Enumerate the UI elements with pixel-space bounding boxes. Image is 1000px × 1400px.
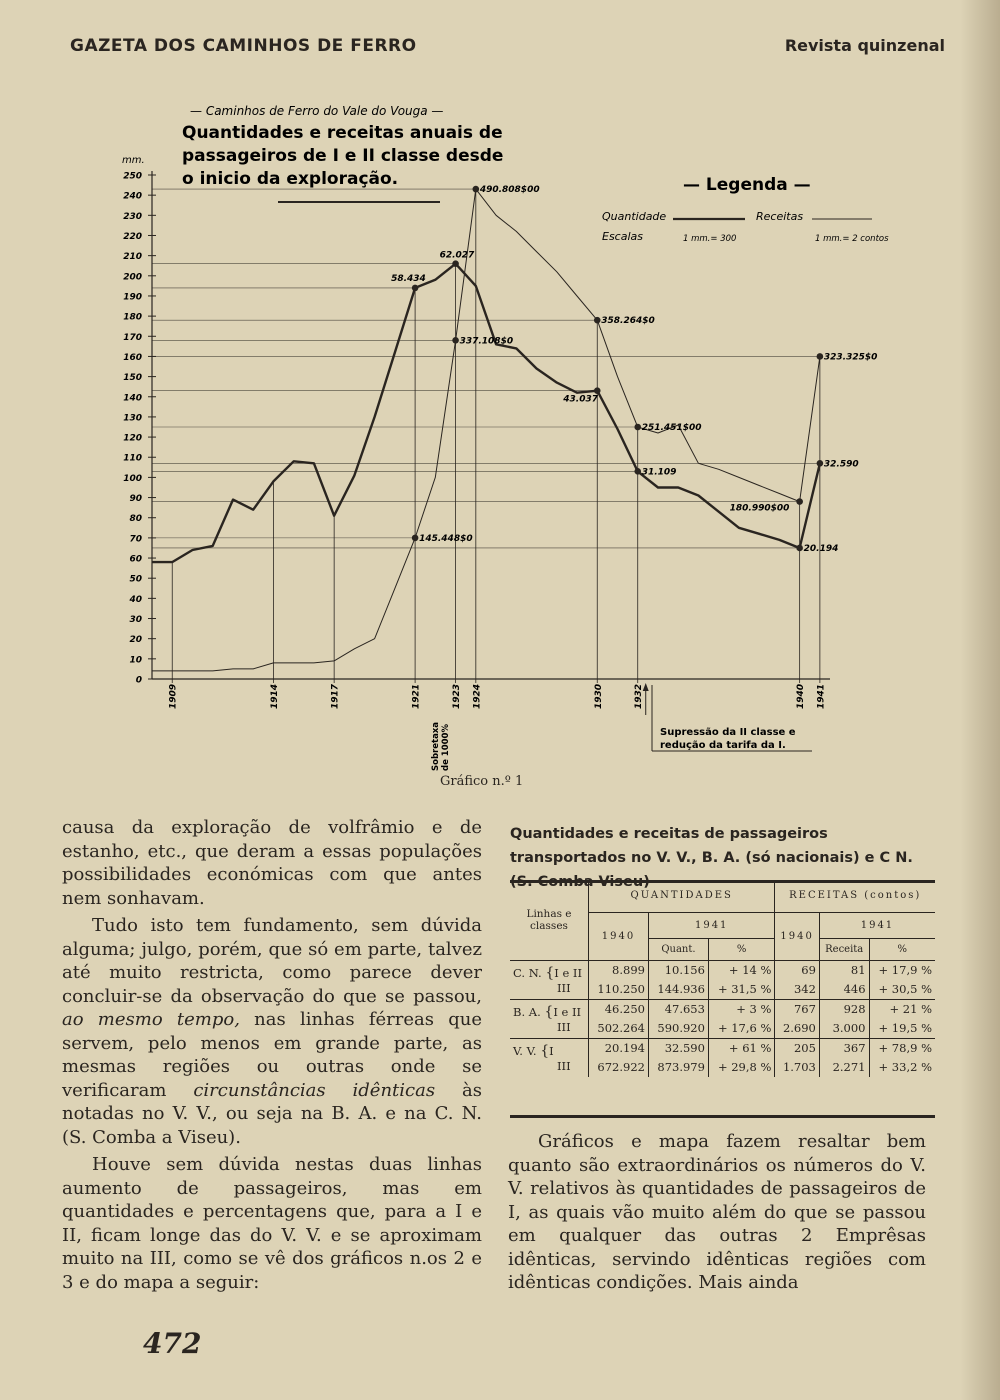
x-tick-label: 1940 bbox=[796, 683, 807, 709]
header-quant-1941: 1941 bbox=[648, 912, 774, 938]
cell-q1940: 8.899 bbox=[589, 960, 649, 980]
legend-escala-receitas: 1 mm.= 2 contos bbox=[815, 234, 889, 244]
y-tick-label: 60 bbox=[129, 554, 142, 565]
y-tick-label: 240 bbox=[123, 191, 142, 202]
data-label: 323.325$0 bbox=[823, 352, 878, 363]
x-tick-group bbox=[169, 684, 179, 709]
y-tick-label: 250 bbox=[123, 171, 142, 182]
cell-q1941: 10.156 bbox=[648, 960, 708, 980]
x-tick-label: 1932 bbox=[634, 683, 645, 709]
x-tick-group bbox=[270, 684, 280, 709]
y-tick-label: 150 bbox=[123, 373, 142, 384]
chart-title-line-3: o inicio da exploração. bbox=[182, 169, 399, 189]
x-tick-group bbox=[796, 684, 806, 709]
header-receita: Receita bbox=[819, 938, 869, 960]
data-label: 337.108$0 bbox=[459, 336, 514, 347]
cell-q1941: 144.936 bbox=[648, 980, 708, 1000]
paragraph-2-part-b: nas linhas férreas que servem, pelo menos em grande parte, as mesmas regiões ou outras onde se verificaram bbox=[62, 1009, 482, 1101]
paragraph-2 bbox=[62, 914, 482, 1149]
data-label: 31.109 bbox=[641, 467, 677, 478]
x-tick-label: 1924 bbox=[472, 683, 483, 709]
sobretaxa-text-1: Sobretaxa bbox=[431, 721, 441, 771]
y-tick-label: 30 bbox=[129, 615, 142, 626]
y-tick-label: 90 bbox=[129, 494, 142, 505]
cell-q1940: 502.264 bbox=[589, 1019, 649, 1039]
y-tick-label: 140 bbox=[123, 393, 142, 404]
cell-qpct: + 3 % bbox=[708, 999, 774, 1019]
series-line-receitas bbox=[152, 189, 820, 671]
row-class: III bbox=[557, 1058, 571, 1073]
paragraph-2-emphasis-1: ao mesmo tempo, bbox=[62, 1009, 240, 1030]
data-point-marker bbox=[452, 260, 459, 267]
chart-annotations bbox=[391, 185, 877, 715]
chart-title-line-1: Quantidades e receitas anuais de bbox=[182, 123, 503, 143]
data-point-marker bbox=[817, 353, 824, 360]
cell-q1941: 873.979 bbox=[648, 1058, 708, 1077]
paragraph-1: causa da exploração de volfrâmio e de estanho, etc., que deram a essas populações possibilidades económicas com que antes nem sonhavam. bbox=[62, 817, 482, 909]
y-tick-label: 110 bbox=[123, 453, 142, 464]
y-tick-label: 80 bbox=[129, 514, 142, 525]
cell-r1941: 367 bbox=[819, 1038, 869, 1058]
header-quant: Quant. bbox=[648, 938, 708, 960]
chart-y-unit: mm. bbox=[122, 155, 145, 166]
chart-title-line-2: passageiros de I e II classe desde bbox=[182, 146, 504, 166]
paragraph-2-part-c: às notadas no V. V., ou seja na B. A. e na C. N. (S. Comba a Viseu). bbox=[62, 1079, 482, 1148]
y-tick-label: 130 bbox=[123, 413, 142, 424]
y-tick-label: 50 bbox=[129, 574, 142, 585]
cell-qpct: + 14 % bbox=[708, 960, 774, 980]
table-row bbox=[510, 960, 935, 980]
cell-rpct: + 19,5 % bbox=[878, 1021, 932, 1035]
x-tick-label: 1923 bbox=[452, 683, 463, 709]
x-tick-group bbox=[472, 684, 482, 709]
paragraph-right-1: Gráficos e mapa fazem resaltar bem quanto são extraordinários os números do V. V. relativos às quantidades de passageiros de I, as quais vão muito além do que se passou em qualquer das outras 2 Emprêsas idênticas, servindo idênticas regiões com idênticas condições. Mais ainda bbox=[508, 1131, 926, 1293]
data-label: 32.590 bbox=[823, 459, 859, 470]
x-tick-group bbox=[452, 684, 462, 709]
chart-x-ticks bbox=[169, 683, 827, 709]
data-point-marker bbox=[634, 424, 641, 431]
table-title: Quantidades e receitas de passageiros transportados no V. V., B. A. (só nacionais) e C N. (S. Comba-Viseu) bbox=[510, 826, 913, 890]
data-label: 43.037 bbox=[563, 394, 598, 405]
cell-qpct: + 29,8 % bbox=[708, 1058, 774, 1077]
cell-r1941: 3.000 bbox=[819, 1019, 869, 1039]
row-line-name: B. A. {I e II III bbox=[510, 999, 589, 1038]
supressao-text-1: Supressão da II classe e bbox=[660, 727, 796, 738]
header-receitas: RECEITAS (contos) bbox=[775, 880, 935, 912]
x-tick-label: 1909 bbox=[168, 683, 179, 709]
x-tick-label: 1930 bbox=[593, 683, 604, 709]
row-class: III bbox=[557, 1019, 571, 1034]
right-column-text bbox=[508, 1130, 926, 1295]
cell-rpct: + 78,9 % bbox=[878, 1041, 932, 1055]
cell-r1940: 767 bbox=[775, 999, 819, 1019]
paragraph-2-emphasis-2: circunstâncias idênticas bbox=[193, 1079, 436, 1101]
y-tick-label: 170 bbox=[123, 332, 142, 343]
cell-qpct: + 17,6 % bbox=[708, 1019, 774, 1039]
cell-r1940: 205 bbox=[775, 1038, 819, 1058]
cell-q1940: 672.922 bbox=[589, 1058, 649, 1077]
page-edge-shadow bbox=[960, 0, 1000, 1400]
x-tick-group bbox=[412, 684, 422, 709]
cell-q1941: 32.590 bbox=[648, 1038, 708, 1058]
data-point-marker bbox=[594, 317, 601, 324]
paragraph-2-part-a: Tudo isto tem fundamento, sem dúvida alguma; julgo, porém, que só em parte, talvez até muito restricta, como parece dever concluir-se da observação do que se passou, bbox=[62, 915, 482, 1007]
cell-r1941: 81 bbox=[819, 960, 869, 980]
data-point-marker bbox=[796, 498, 803, 505]
y-tick-label: 100 bbox=[123, 473, 142, 484]
data-point-marker bbox=[594, 387, 601, 394]
x-tick-label: 1941 bbox=[816, 683, 827, 709]
chart-series bbox=[152, 189, 820, 671]
paragraph-3: Houve sem dúvida nestas duas linhas aumento de passageiros, mas em quantidades e percentagens que, para a I e II, ficam longe das do V. V. e se aproximam muito na III, como se vê dos gráficos n.os 2 e 3 e do mapa a seguir: bbox=[62, 1154, 482, 1293]
data-point-marker bbox=[412, 535, 419, 542]
data-label: 180.990$00 bbox=[729, 503, 790, 514]
chart-subtitle: — Caminhos de Ferro do Vale do Vouga — bbox=[190, 104, 444, 118]
legend-quantidade: Quantidade bbox=[602, 210, 667, 223]
x-tick-label: 1921 bbox=[411, 683, 422, 709]
cell-qpct: + 61 % bbox=[708, 1038, 774, 1058]
table-row bbox=[510, 999, 935, 1019]
header-quantidades: QUANTIDADES bbox=[589, 880, 775, 912]
y-tick-label: 120 bbox=[123, 433, 142, 444]
x-tick-label: 1917 bbox=[330, 683, 341, 709]
cell-r1941: 928 bbox=[819, 999, 869, 1019]
running-header-subtitle: Revista quinzenal bbox=[784, 36, 945, 55]
supressao-text-2: redução da tarifa da I. bbox=[660, 740, 786, 751]
data-label: 358.264$0 bbox=[601, 316, 655, 327]
table-body bbox=[510, 960, 935, 1077]
chart-caption: Gráfico n.º 1 bbox=[440, 774, 524, 789]
y-tick-label: 70 bbox=[129, 534, 142, 545]
row-class: I e II bbox=[554, 965, 583, 980]
y-tick-label: 180 bbox=[123, 312, 142, 323]
data-point-marker bbox=[452, 337, 459, 344]
cell-r1941: 2.271 bbox=[819, 1058, 869, 1077]
header-rec-1940: 1940 bbox=[775, 912, 819, 960]
row-class: I bbox=[549, 1043, 554, 1058]
cell-q1940: 110.250 bbox=[589, 980, 649, 1000]
cell-qpct: + 31,5 % bbox=[708, 980, 774, 1000]
x-tick-group bbox=[816, 684, 826, 709]
data-point-marker bbox=[817, 460, 824, 467]
data-label: 251.451$00 bbox=[641, 423, 702, 433]
cell-r1940: 2.690 bbox=[775, 1019, 819, 1039]
cell-q1940: 46.250 bbox=[589, 999, 649, 1019]
y-tick-label: 200 bbox=[123, 272, 142, 283]
y-tick-label: 230 bbox=[123, 211, 142, 222]
data-point-marker bbox=[796, 545, 803, 552]
y-tick-label: 40 bbox=[129, 594, 142, 605]
x-tick-group bbox=[594, 684, 604, 709]
data-point-marker bbox=[412, 285, 419, 292]
data-label: 58.434 bbox=[391, 273, 426, 284]
header-linhas: Linhas e classes bbox=[510, 880, 589, 960]
cell-r1940: 342 bbox=[775, 980, 819, 1000]
row-line-name: V. V. {I III bbox=[510, 1038, 589, 1077]
chart-y-ticks bbox=[123, 172, 156, 686]
y-tick-label: 220 bbox=[123, 231, 142, 242]
y-tick-label: 190 bbox=[123, 292, 142, 303]
cell-q1941: 47.653 bbox=[648, 999, 708, 1019]
cell-rpct: + 21 % bbox=[889, 1002, 932, 1016]
legend-title: — Legenda — bbox=[683, 175, 811, 195]
data-label: 20.194 bbox=[803, 543, 839, 554]
cell-rpct: + 30,5 % bbox=[878, 982, 932, 996]
table-row bbox=[510, 1038, 935, 1058]
row-line-name: C. N. {I e II III bbox=[510, 960, 589, 999]
y-tick-label: 210 bbox=[123, 252, 142, 263]
header-quant-1940: 1940 bbox=[589, 912, 649, 960]
data-label: 145.448$0 bbox=[419, 533, 473, 544]
data-point-marker bbox=[473, 186, 480, 193]
legend-escala-quantidade: 1 mm.= 300 bbox=[683, 234, 737, 244]
page-number: 472 bbox=[143, 1327, 202, 1360]
sobretaxa-text-2: de 1000% bbox=[441, 724, 451, 771]
cell-q1941: 590.920 bbox=[648, 1019, 708, 1039]
y-tick-label: 160 bbox=[123, 352, 142, 363]
header-rec-pct: % bbox=[897, 943, 908, 955]
series-line-quantidade bbox=[152, 264, 820, 562]
cell-r1940: 1.703 bbox=[775, 1058, 819, 1077]
y-tick-label: 0 bbox=[135, 675, 142, 686]
x-tick-group bbox=[331, 683, 341, 709]
running-header-title: GAZETA DOS CAMINHOS DE FERRO bbox=[70, 36, 417, 56]
chart-grid bbox=[152, 171, 830, 683]
header-rec-1941: 1941 bbox=[819, 912, 935, 938]
cell-rpct: + 33,2 % bbox=[878, 1060, 932, 1074]
header-quant-pct: % bbox=[708, 938, 774, 960]
x-tick-label: 1914 bbox=[269, 683, 280, 709]
row-class: I e II bbox=[553, 1004, 582, 1019]
y-tick-label: 20 bbox=[129, 635, 142, 646]
cell-q1940: 20.194 bbox=[589, 1038, 649, 1058]
chart bbox=[100, 95, 900, 785]
cell-r1940: 69 bbox=[775, 960, 819, 980]
data-label: 490.808$00 bbox=[479, 185, 540, 196]
y-tick-label: 10 bbox=[129, 655, 142, 666]
legend-escalas: Escalas bbox=[602, 230, 643, 243]
left-column-text bbox=[62, 816, 482, 1294]
data-table bbox=[510, 880, 935, 1077]
data-point-marker bbox=[634, 468, 641, 475]
x-tick-group bbox=[634, 684, 644, 709]
row-class: III bbox=[557, 980, 571, 995]
cell-r1941: 446 bbox=[819, 980, 869, 1000]
cell-rpct: + 17,9 % bbox=[878, 963, 932, 977]
data-label: 62.027 bbox=[439, 250, 475, 261]
legend-receitas: Receitas bbox=[756, 210, 804, 223]
